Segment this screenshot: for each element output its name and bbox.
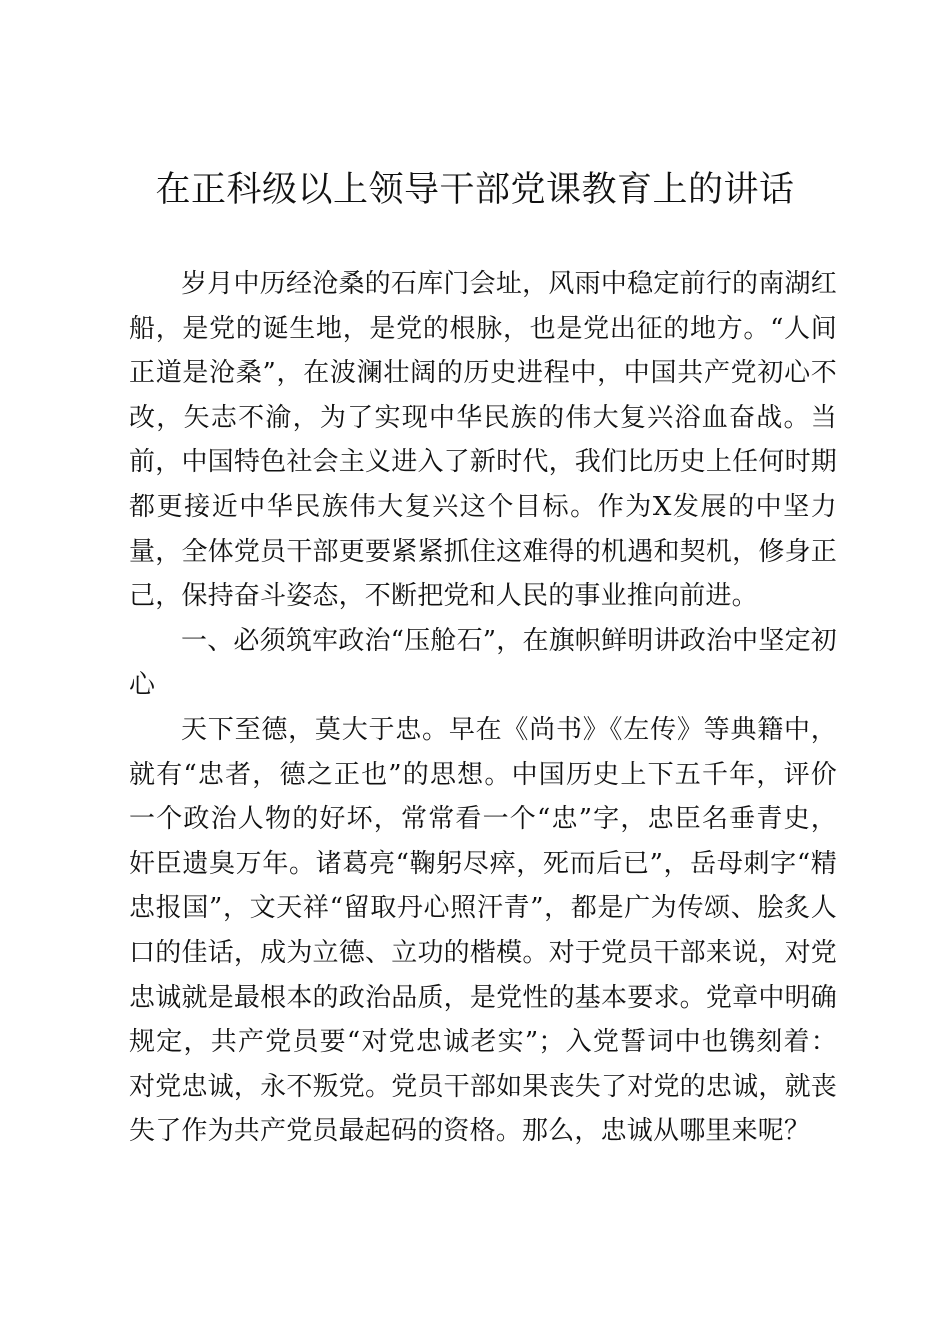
intro-paragraph: 岁月中历经沧桑的石库门会址，风雨中稳定前行的南湖红船，是党的诞生地，是党的根脉，也是党出征的地方。“人间正道是沧桑”，在波澜壮阔的历史进程中，中国共产党初心不改，矢志不渝，为了实现中华民族的伟大复兴浴血奋战。当前，中国特色社会主义进入了新时代，我们比历史上任何时期都更接近中华民族伟大复兴这个目标。作为X发展的中坚力量，全体党员干部更要紧紧抓住这难得的机遇和契机，修身正己，保持奋斗姿态，不断把党和人民的事业推向前进。 (129, 269, 837, 612)
document-title: 在正科级以上领导干部党课教育上的讲话 (155, 170, 795, 210)
body-paragraph: 天下至德，莫大于忠。早在《尚书》《左传》等典籍中，就有“忠者，德之正也”的思想。中国历史上下五千年，评价一个政治人物的好坏，常常看一个“忠”字，忠臣名垂青史，奸臣遗臭万年。诸葛亮“鞠躬尽瘁，死而后已”，岳母刺字“精忠报国”，文天祥“留取丹心照汗青”，都是广为传颂、脍炙人口的佳话，成为立德、立功的楷模。对于党员干部来说，对党忠诚就是最根本的政治品质，是党性的基本要求。党章中明确规定，共产党员要“对党忠诚老实”；入党誓词中也镌刻着：对党忠诚，永不叛党。党员干部如果丧失了对党的忠诚，就丧失了作为共产党员最起码的资格。那么，忠诚从哪里来呢？ (129, 714, 837, 1147)
section-heading: 一、必须筑牢政治“压舱石”，在旗帜鲜明讲政治中坚定初心 (129, 625, 837, 701)
document-body (129, 262, 837, 1154)
